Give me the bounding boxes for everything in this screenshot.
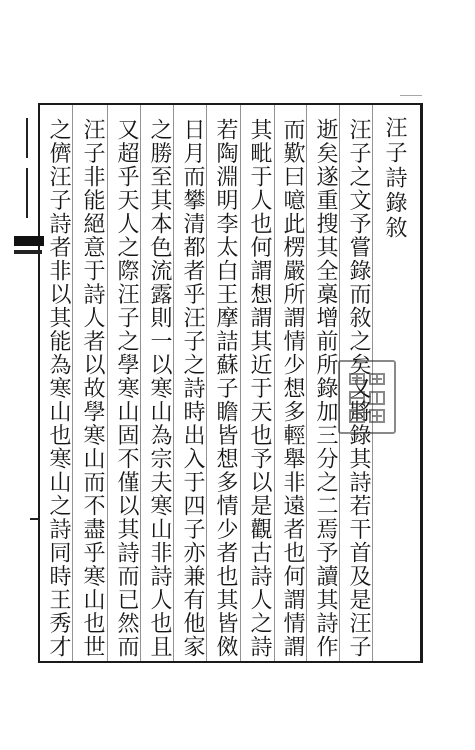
column-divider <box>140 105 141 661</box>
column-divider <box>274 105 275 661</box>
column-divider <box>107 105 108 661</box>
fish-tail-mark <box>14 236 44 246</box>
column-divider <box>173 105 174 661</box>
fold-margin-tick <box>30 518 38 520</box>
text-column-10: 之儕汪子詩者非以其能為寒山也寒山之詩同時王秀才 <box>46 118 71 658</box>
text-column-5: 若陶淵明李太白王摩詰蘇子瞻皆想多情少者也其皆傚 <box>213 118 238 658</box>
collector-seal-stamp <box>338 360 396 434</box>
seal-glyphs <box>344 366 390 428</box>
column-divider <box>206 105 207 661</box>
page-title: 汪子詩錄敘 <box>382 116 407 241</box>
top-edge-mark <box>400 95 422 96</box>
column-divider <box>240 105 241 661</box>
text-column-8: 又超乎天人之際汪子之學寒山固不僅以其詩而已然而 <box>114 118 139 658</box>
column-divider <box>306 105 307 661</box>
fold-margin-mark <box>26 118 28 158</box>
text-column-7: 之勝至其本色流露則一以寒山為宗夫寒山非詩人也且 <box>147 118 172 658</box>
text-column-9: 汪子非能絕意于詩人者以故學寒山而不盡乎寒山也世 <box>80 118 105 658</box>
text-column-2: 逝矣遂重搜其全槀增前所錄加三分之二焉予讀其詩作 <box>313 118 338 658</box>
fold-margin-bar <box>14 250 42 254</box>
text-column-1: 汪子之文予嘗錄而敘之矣又將錄其詩若干首及是汪子 <box>346 118 371 658</box>
fold-margin-rule <box>38 103 40 663</box>
text-column-4: 其毗于人也何謂想謂其近于天也予以是觀古詩人之詩 <box>247 118 272 658</box>
text-column-6: 日月而攀清都者乎汪子之詩時出入于四子亦兼有他家 <box>180 118 205 658</box>
column-divider <box>72 105 73 661</box>
text-column-3: 而歎曰噫此楞嚴所謂情少想多輕舉非遠者也何謂情謂 <box>280 118 305 658</box>
fold-margin-mark <box>26 168 28 218</box>
